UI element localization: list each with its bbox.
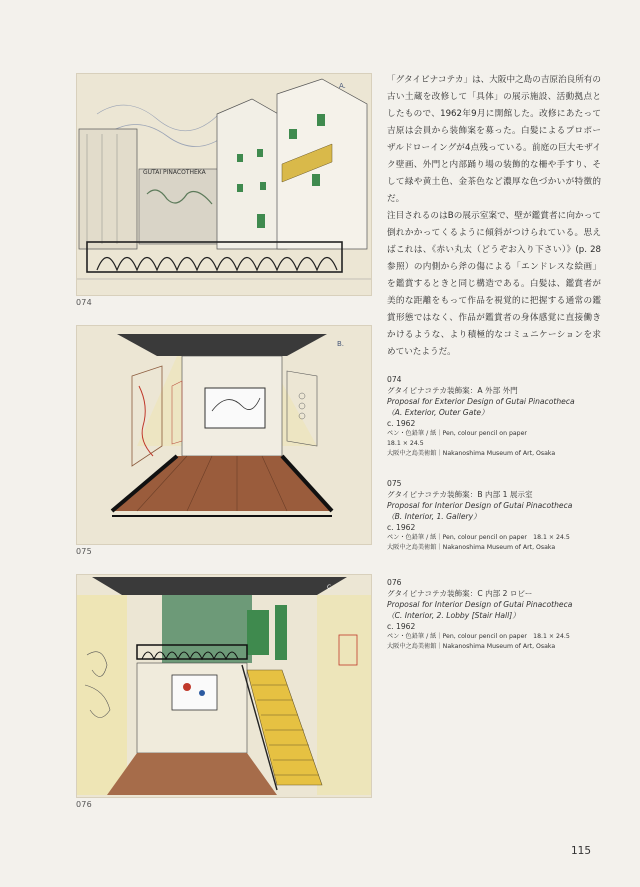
caption-title-en: Proposal for Interior Design of Gutai Pinacotheca	[387, 600, 573, 609]
caption-medium: ペン・色鉛筆 / 紙｜Pen, colour pencil on paper 18.1 × 24.5	[387, 633, 570, 640]
figure-074-exterior-drawing	[76, 73, 372, 296]
caption-075	[387, 478, 617, 553]
body-paragraph-2: 注目されるのはBの展示室案で、壁が鑑賞者に向かって倒れかかってくるように傾斜がつけられている。思えばこれは、《赤い丸太（どうぞお入り下さい）》(p. 28参照）の内側から斧の傷による「エンドレスな絵画」を鑑賞するときと同じ構造である。白髪は、鑑賞者が美的な距離をもって作品を視覚的に把握する通常の鑑賞形態ではなく、作品が鑑賞者の身体感覚に直接働きかけるような、より積極的なコミュニケーションを求めていたようだ。	[387, 211, 601, 357]
caption-subtitle-en: （C. Interior, 2. Lobby [Stair Hall]）	[387, 611, 520, 620]
body-text	[387, 72, 601, 361]
caption-size: 18.1 × 24.5	[387, 440, 424, 447]
caption-subtitle-en: （B. Interior, 1. Gallery）	[387, 512, 481, 521]
svg-text:A.: A.	[339, 82, 346, 90]
body-paragraph-1: 「グタイピナコテカ」は、大阪中之島の吉原治良所有の古い土蔵を改修して「具体」の展示施設、活動拠点としたもので、1962年9月に開館した。改修にあたって吉原は会員から装飾案を募った。白髪によるプロポーザルドローイングが4点残っている。前庭の巨大モザイク壁画、外門と内部踊り場の装飾的な柵や手すり、そして緑や黄土色、金茶色など濃厚な色づかいが特徴的だ。	[387, 75, 601, 204]
caption-number: 074	[387, 375, 402, 384]
lobby-sketch	[77, 575, 371, 797]
exterior-sketch	[77, 74, 371, 295]
figure-number-075: 075	[76, 547, 92, 556]
caption-date: c. 1962	[387, 419, 416, 428]
caption-number: 076	[387, 578, 402, 587]
figure-number-074: 074	[76, 298, 92, 307]
caption-title-ja: グタイピナコテカ装飾案：B 内部 1 展示室	[387, 490, 533, 499]
svg-text:B.: B.	[337, 340, 345, 348]
caption-date: c. 1962	[387, 622, 416, 631]
caption-title-ja: グタイピナコテカ装飾案：A 外部 外門	[387, 386, 518, 395]
caption-title-en: Proposal for Exterior Design of Gutai Pinacotheca	[387, 397, 575, 406]
caption-medium: ペン・色鉛筆 / 紙｜Pen, colour pencil on paper	[387, 430, 527, 437]
figure-076-lobby-drawing	[76, 574, 372, 798]
caption-074	[387, 374, 617, 459]
svg-text:C.: C.	[327, 584, 334, 591]
figure-number-076: 076	[76, 800, 92, 809]
caption-medium: ペン・色鉛筆 / 紙｜Pen, colour pencil on paper 18.1 × 24.5	[387, 534, 570, 541]
gutai-sign-text: GUTAI PINACOTHEKA	[143, 169, 206, 176]
caption-collection: 大阪中之島美術館｜Nakanoshima Museum of Art, Osaka	[387, 450, 556, 457]
caption-title-en: Proposal for Interior Design of Gutai Pinacotheca	[387, 501, 573, 510]
gallery-sketch	[77, 326, 371, 544]
caption-number: 075	[387, 479, 402, 488]
figure-075-gallery-drawing	[76, 325, 372, 545]
caption-collection: 大阪中之島美術館｜Nakanoshima Museum of Art, Osaka	[387, 544, 556, 551]
caption-title-ja: グタイピナコテカ装飾案：C 内部 2 ロビー	[387, 589, 533, 598]
caption-collection: 大阪中之島美術館｜Nakanoshima Museum of Art, Osaka	[387, 643, 556, 650]
caption-076	[387, 577, 617, 652]
caption-date: c. 1962	[387, 523, 416, 532]
caption-subtitle-en: （A. Exterior, Outer Gate）	[387, 408, 489, 417]
page-number: 115	[571, 845, 592, 857]
